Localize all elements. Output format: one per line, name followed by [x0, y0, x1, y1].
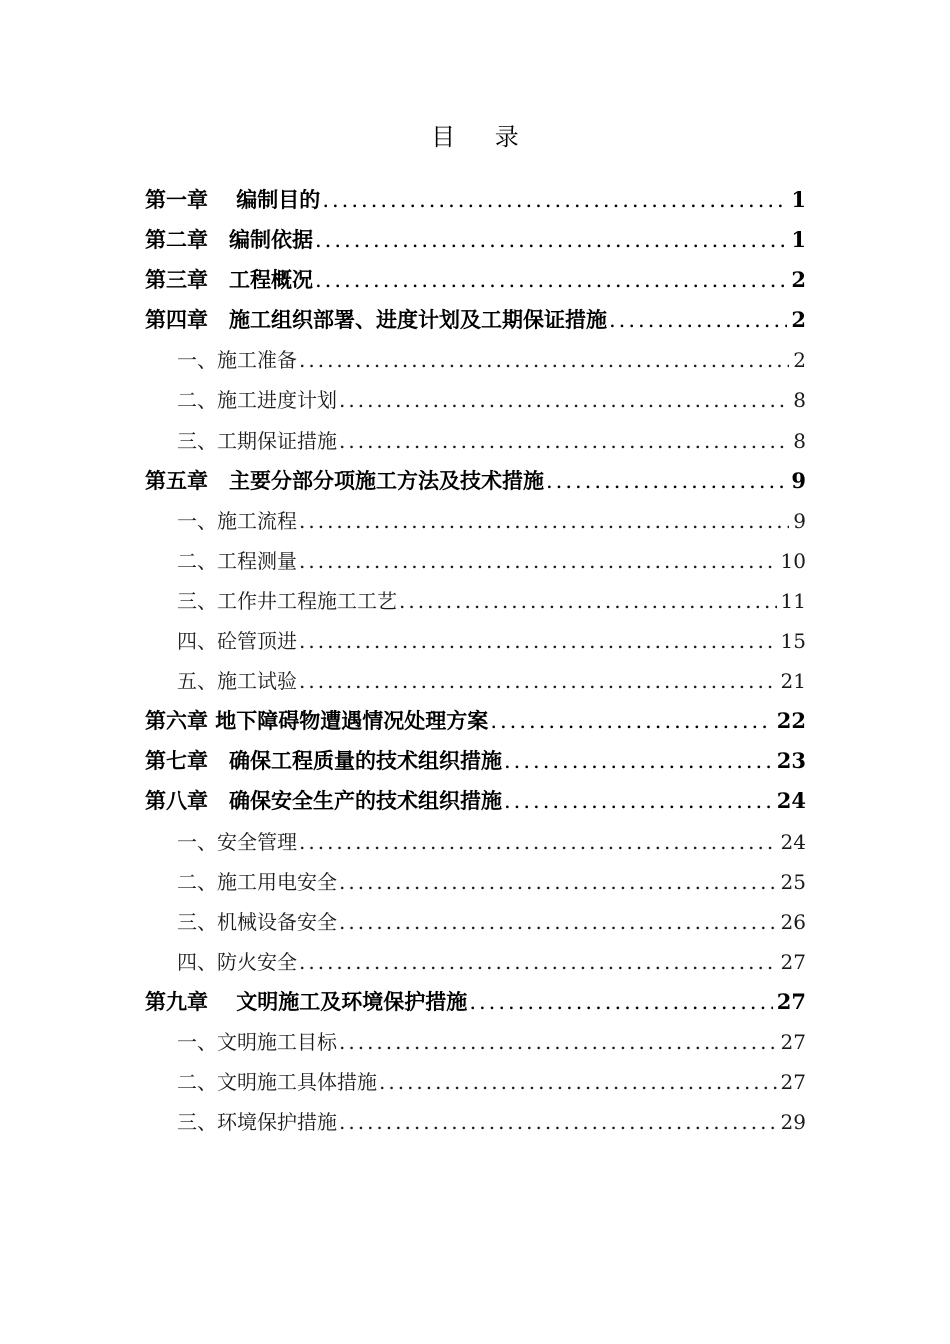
toc-entry-label: 二、施工进度计划 — [177, 388, 337, 413]
toc-page-number: 22 — [776, 708, 806, 734]
toc-entry-label: 第一章 编制目的 — [145, 188, 321, 212]
toc-entry-label: 一、施工流程 — [177, 508, 297, 533]
toc-entry-label: 五、施工试验 — [177, 669, 297, 694]
dot-leader — [299, 501, 789, 541]
toc-page-number: 2 — [791, 267, 806, 293]
toc-page-number: 1 — [791, 187, 806, 212]
dot-leader — [299, 822, 777, 862]
toc-entry[interactable] — [145, 902, 806, 942]
toc-entry[interactable] — [145, 581, 806, 621]
toc-entry[interactable] — [145, 982, 806, 1022]
toc-page-number: 24 — [776, 788, 806, 814]
toc-entry[interactable] — [145, 340, 806, 380]
toc-entry[interactable] — [145, 741, 806, 781]
toc-page-number: 11 — [780, 588, 806, 613]
toc-entry[interactable] — [145, 862, 806, 902]
dot-leader — [299, 661, 777, 701]
toc-page-number: 25 — [780, 869, 806, 894]
toc-page-number: 23 — [776, 748, 806, 774]
toc-entry[interactable] — [145, 421, 806, 461]
dot-leader — [339, 862, 777, 902]
dot-leader — [299, 541, 777, 581]
toc-entry-label: 三、工作井工程施工工艺 — [177, 588, 397, 613]
toc-entry-label: 一、施工准备 — [177, 348, 297, 373]
toc-entry-label: 四、砼管顶进 — [177, 629, 297, 654]
toc-entry[interactable] — [145, 260, 806, 300]
toc-page-number: 1 — [791, 227, 806, 253]
toc-entry[interactable] — [145, 701, 806, 741]
dot-leader — [339, 1102, 777, 1142]
toc-entry-label: 三、环境保护措施 — [177, 1110, 337, 1135]
toc-page-number: 15 — [780, 629, 806, 654]
dot-leader — [315, 260, 787, 300]
toc-page-number: 27 — [780, 1070, 806, 1095]
toc-page-number: 8 — [793, 428, 806, 453]
toc-entry[interactable] — [145, 781, 806, 821]
toc-page-number: 10 — [780, 548, 806, 573]
toc-page-number: 8 — [793, 388, 806, 413]
dot-leader — [339, 1022, 777, 1062]
toc-page-number: 27 — [780, 1029, 806, 1054]
dot-leader — [299, 340, 789, 380]
toc-entry-label: 二、工程测量 — [177, 548, 297, 573]
toc-page-number: 2 — [793, 348, 806, 373]
dot-leader — [299, 621, 777, 661]
toc-entry-label: 第四章 施工组织部署、进度计划及工期保证措施 — [145, 308, 607, 333]
dot-leader — [339, 380, 789, 420]
toc-entry-label: 第三章 工程概况 — [145, 268, 313, 293]
toc-entry-label: 第九章 文明施工及环境保护措施 — [145, 989, 468, 1014]
toc-title: 目 录 — [431, 123, 535, 151]
toc-page-number: 26 — [780, 909, 806, 934]
toc-entry-label: 一、文明施工目标 — [177, 1029, 337, 1054]
toc-entry[interactable] — [145, 1062, 806, 1102]
dot-leader — [399, 581, 777, 621]
toc-entry-label: 三、机械设备安全 — [177, 909, 337, 934]
toc-entry-label: 三、工期保证措施 — [177, 428, 337, 453]
dot-leader — [546, 461, 787, 501]
toc-entry-label: 二、施工用电安全 — [177, 869, 337, 894]
toc-page-number: 21 — [780, 669, 806, 694]
toc-entry[interactable] — [145, 942, 806, 982]
toc-entry[interactable] — [145, 461, 806, 501]
dot-leader — [490, 701, 772, 741]
dot-leader — [379, 1062, 777, 1102]
dot-leader — [315, 220, 787, 260]
dot-leader — [339, 902, 777, 942]
toc-entry-label: 第七章 确保工程质量的技术组织措施 — [145, 749, 502, 774]
toc-entry-label: 第六章 地下障碍物遭遇情况处理方案 — [145, 709, 489, 734]
toc-entry-label: 一、安全管理 — [177, 829, 297, 854]
toc-entry-label: 第二章 编制依据 — [145, 228, 313, 253]
toc-entry[interactable] — [145, 380, 806, 420]
dot-leader — [299, 942, 777, 982]
toc-page-number: 9 — [791, 467, 806, 493]
toc-page-number: 27 — [776, 988, 806, 1014]
toc-entry-label: 二、文明施工具体措施 — [177, 1070, 377, 1095]
toc-entry[interactable] — [145, 822, 806, 862]
toc-entry[interactable] — [145, 1102, 806, 1142]
dot-leader — [504, 741, 773, 781]
dot-leader — [339, 421, 789, 461]
toc-entry[interactable] — [145, 541, 806, 581]
toc-page-number: 2 — [791, 307, 806, 333]
toc-entry[interactable] — [145, 300, 806, 340]
toc-entry[interactable] — [145, 180, 806, 220]
dot-leader — [322, 180, 787, 220]
toc-page-number: 9 — [793, 508, 806, 533]
toc-entry[interactable] — [145, 220, 806, 260]
toc-entry-label: 第八章 确保安全生产的技术组织措施 — [145, 789, 502, 814]
dot-leader — [609, 300, 787, 340]
toc-list — [145, 180, 806, 1142]
dot-leader — [504, 781, 773, 821]
dot-leader — [469, 982, 772, 1022]
toc-entry[interactable] — [145, 1022, 806, 1062]
toc-entry-label: 第五章 主要分部分项施工方法及技术措施 — [145, 468, 544, 493]
toc-page-number: 27 — [780, 949, 806, 974]
toc-page-number: 29 — [780, 1110, 806, 1135]
toc-page-number: 24 — [780, 829, 806, 854]
toc-entry[interactable] — [145, 621, 806, 661]
toc-entry[interactable] — [145, 661, 806, 701]
toc-entry-label: 四、防火安全 — [177, 949, 297, 974]
toc-entry[interactable] — [145, 501, 806, 541]
